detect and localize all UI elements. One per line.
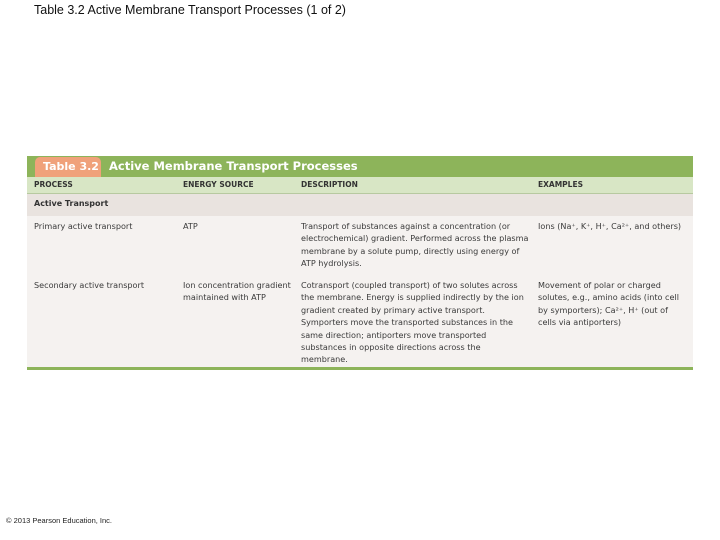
cell-process: Primary active transport — [34, 221, 133, 231]
section-label: Active Transport — [34, 199, 109, 208]
cell-description: Transport of substances against a concentration (or electrochemical) gradient. Performed across the plasma membrane by a solute pump, directly using energy of ATP hydrolysis. — [301, 221, 529, 269]
cell-description: Cotransport (coupled transport) of two solutes across the membrane. Energy is supplied indirectly by the ion gradient created by primary active transport. Symporters move the transported substances in the same direction; antiporters move transported substances in opposite directions across the membrane. — [301, 280, 524, 365]
slide-title: Table 3.2 Active Membrane Transport Processes (1 of 2) — [34, 3, 346, 17]
transport-table — [27, 156, 693, 370]
cell-process: Secondary active transport — [34, 280, 145, 290]
cell-examples: Movement of polar or charged solutes, e.g., amino acids (into cell by symporters); Ca²⁺, H⁺ (out of cells via antiporters) — [538, 280, 679, 328]
table-number-tag: Table 3.2 — [35, 157, 101, 177]
table-header — [27, 156, 693, 177]
table-row — [27, 216, 693, 275]
col-header-description: DESCRIPTION — [301, 180, 358, 189]
table-bottom-rule — [27, 367, 693, 370]
cell-energy: Ion concentration gradient maintained with ATP — [183, 280, 291, 303]
table-row — [27, 275, 693, 367]
col-header-process: PROCESS — [34, 180, 73, 189]
col-header-examples: EXAMPLES — [538, 180, 583, 189]
section-row — [27, 194, 693, 216]
cell-energy: ATP — [183, 221, 198, 231]
cell-examples: Ions (Na⁺, K⁺, H⁺, Ca²⁺, and others) — [538, 221, 682, 231]
table-title: Active Membrane Transport Processes — [109, 159, 358, 173]
column-headers — [27, 177, 693, 194]
copyright-notice: © 2013 Pearson Education, Inc. — [6, 516, 113, 525]
col-header-energy: ENERGY SOURCE — [183, 180, 254, 189]
